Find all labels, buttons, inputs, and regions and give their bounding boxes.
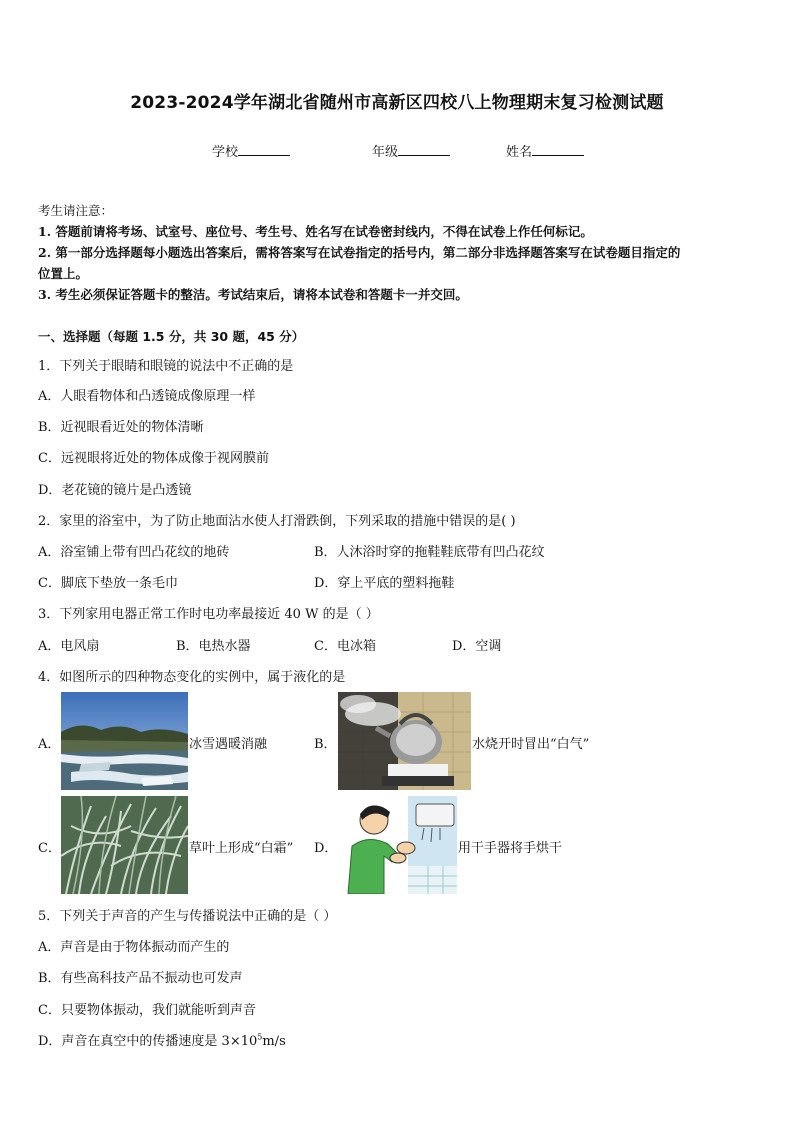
q1-stem: 1．下列关于眼睛和眼镜的说法中不正确的是 [38,359,294,374]
q4-option-b-text[interactable]: 水烧开时冒出“白气” [472,737,590,752]
q4-image-d-hand-dryer [338,796,457,894]
q3-option-a[interactable]: A．电风扇 [38,639,100,654]
notice-item-1: 1. 答题前请将考场、试室号、座位号、考生号、姓名写在试卷密封线内，不得在试卷上作任何标记。 [38,224,593,239]
q1-option-b[interactable]: B．近视眼看近处的物体清晰 [38,420,204,435]
q4-option-c-text[interactable]: 草叶上形成“白霜” [189,841,294,856]
q1-option-a[interactable]: A．人眼看物体和凸透镜成像原理一样 [38,389,256,404]
q5-option-b[interactable]: B．有些高科技产品不振动也可发声 [38,971,243,986]
q4-option-c-letter[interactable]: C． [38,841,61,856]
q2-option-b[interactable]: B．人沐浴时穿的拖鞋鞋底带有凹凸花纹 [314,545,545,560]
q4-image-a-snow-river [61,692,188,790]
q3-option-c[interactable]: C．电冰箱 [314,639,376,654]
grade-field [372,141,450,160]
name-field [506,141,584,160]
q4-stem: 4．如图所示的四种物态变化的实例中，属于液化的是 [38,670,346,685]
q4-image-c-frost-grass [61,796,188,894]
q4-option-b-letter[interactable]: B． [314,737,337,752]
notice-item-2-cont: 位置上。 [38,266,89,281]
q2-option-a[interactable]: A．浴室铺上带有凹凸花纹的地砖 [38,545,230,560]
notice-heading: 考生请注意： [38,203,114,218]
q4-option-d-text[interactable]: 用干手器将手烘干 [458,841,563,856]
q5-option-c[interactable]: C．只要物体振动，我们就能听到声音 [38,1003,256,1018]
q2-option-c[interactable]: C．脚底下垫放一条毛巾 [38,576,178,591]
school-field [212,141,290,160]
notice-item-2: 2. 第一部分选择题每小题选出答案后，需将答案写在试卷指定的括号内，第二部分非选择题答案写在试卷题目指定的 [38,245,681,260]
q4-option-a-text[interactable]: 冰雪遇暖消融 [189,737,268,752]
section-heading: 一、选择题（每题 1.5 分，共 30 题，45 分） [38,329,305,344]
name-label: 姓名 [506,145,533,160]
school-label: 学校 [212,145,239,160]
school-blank[interactable] [238,143,290,156]
notice-item-3: 3. 考生必须保证答题卡的整洁。考试结束后，请将本试卷和答题卡一并交回。 [38,287,468,302]
q2-option-d[interactable]: D．穿上平底的塑料拖鞋 [314,576,455,591]
name-blank[interactable] [532,143,584,156]
q4-image-b-kettle [338,692,471,790]
q2-stem: 2．家里的浴室中，为了防止地面沾水使人打滑跌倒，下列采取的措施中错误的是( ) [38,514,516,529]
q5-option-d-prefix: D．声音在真空中的传播速度是 3×10 [38,1034,258,1049]
q1-option-d[interactable]: D．老花镜的镜片是凸透镜 [38,483,192,498]
q4-option-a-letter[interactable]: A． [38,737,61,752]
q5-stem: 5．下列关于声音的产生与传播说法中正确的是（ ） [38,909,337,924]
notice-block [38,200,763,305]
q5-option-d-unit: m/s [262,1034,286,1049]
q5-option-d-exponent: 5 [257,1032,263,1042]
q5-option-d[interactable] [38,1030,286,1049]
q1-option-c[interactable]: C．远视眼将近处的物体成像于视网膜前 [38,451,269,466]
q3-stem: 3．下列家用电器正常工作时电功率最接近 40 W 的是（ ） [38,607,379,622]
page-title: 2023-2024学年湖北省随州市高新区四校八上物理期末复习检测试题 [130,93,664,113]
grade-blank[interactable] [398,143,450,156]
q4-option-d-letter[interactable]: D． [314,841,338,856]
grade-label: 年级 [372,145,399,160]
q3-option-b[interactable]: B．电热水器 [176,639,251,654]
q3-option-d[interactable]: D．空调 [452,639,502,654]
q5-option-a[interactable]: A．声音是由于物体振动而产生的 [38,940,230,955]
